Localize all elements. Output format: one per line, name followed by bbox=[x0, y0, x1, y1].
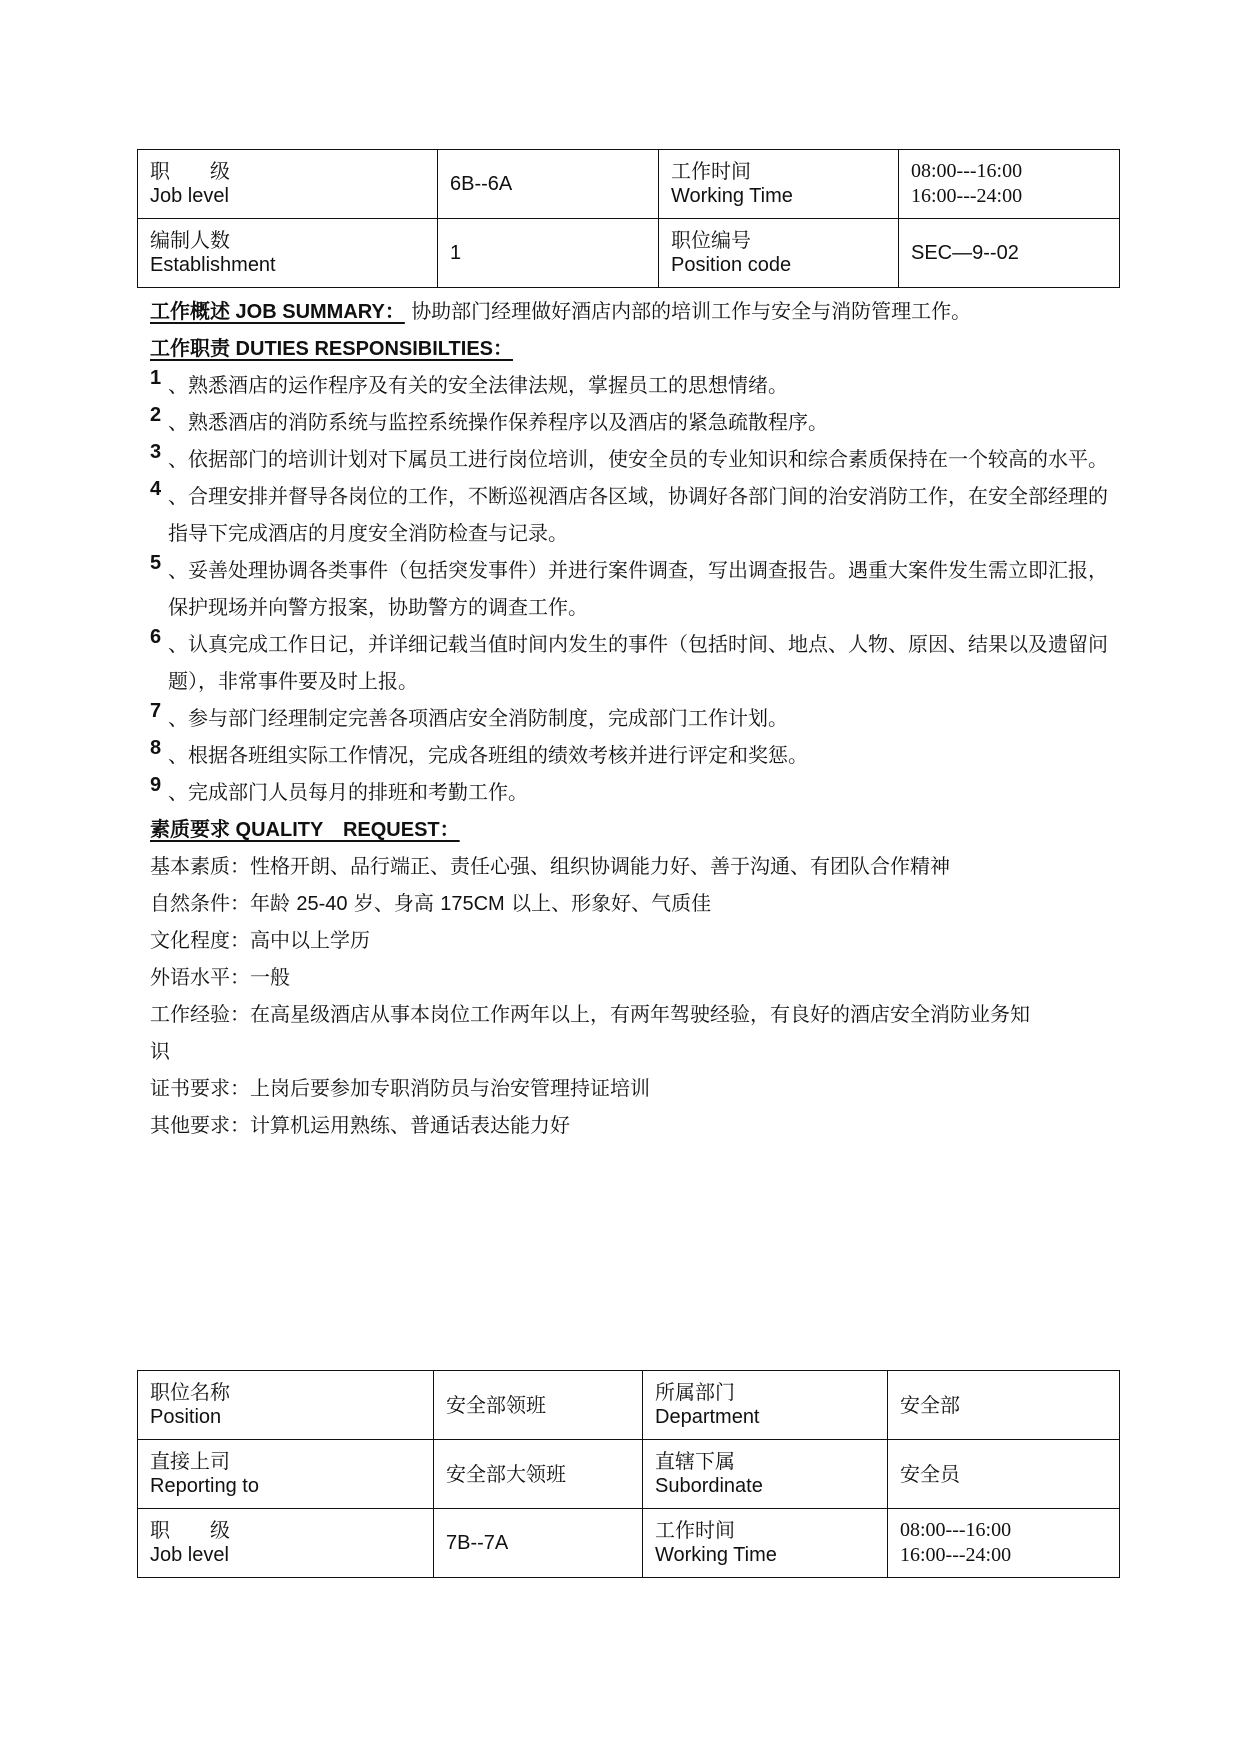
quality-certificate: 证书要求：上岗后要参加专职消防员与治安管理持证培训 bbox=[150, 1076, 650, 1100]
table-row bbox=[138, 219, 1120, 288]
duty-text: 、参与部门经理制定完善各项酒店安全消防制度，完成部门工作计划。 bbox=[168, 706, 788, 730]
position-label-en: Position bbox=[150, 1406, 222, 1428]
job-summary-heading: 工作概述 JOB SUMMARY： bbox=[150, 301, 405, 323]
department-value: 安全部 bbox=[888, 1371, 1120, 1440]
job-info-table-bottom bbox=[137, 1370, 1120, 1578]
establishment-value: 1 bbox=[438, 219, 659, 288]
job-level-value: 7B--7A bbox=[434, 1509, 643, 1578]
duty-number: 9 bbox=[150, 774, 162, 796]
job-level-label-zh: 职 级 bbox=[150, 1518, 230, 1542]
working-time-shift-2: 16:00---24:00 bbox=[911, 185, 1023, 207]
duty-number: 7 bbox=[150, 700, 162, 722]
position-code-value: SEC—9--02 bbox=[899, 219, 1120, 288]
duty-text: 、认真完成工作日记，并详细记载当值时间内发生的事件（包括时间、地点、人物、原因、结果以及遗留问题），非常事件要及时上报。 bbox=[168, 632, 1108, 693]
duty-text: 、熟悉酒店的消防系统与监控系统操作保养程序以及酒店的紧急疏散程序。 bbox=[168, 410, 828, 434]
reporting-to-value: 安全部大领班 bbox=[434, 1440, 643, 1509]
job-summary-text: 协助部门经理做好酒店内部的培训工作与安全与消防管理工作。 bbox=[411, 299, 972, 323]
establishment-label-cell bbox=[138, 219, 438, 288]
table-row bbox=[138, 1371, 1120, 1440]
working-time-shift-1: 08:00---16:00 bbox=[900, 1519, 1012, 1541]
list-item bbox=[150, 774, 1118, 811]
table-row bbox=[138, 1440, 1120, 1509]
reporting-to-label-en: Reporting to bbox=[150, 1475, 259, 1497]
subordinate-value: 安全员 bbox=[888, 1440, 1120, 1509]
list-item bbox=[150, 404, 1118, 441]
duty-number: 1 bbox=[150, 367, 162, 389]
quality-experience-line1: 工作经验：在高星级酒店从事本岗位工作两年以上，有两年驾驶经验，有良好的酒店安全消防业务知 bbox=[150, 1002, 1030, 1026]
department-label-cell bbox=[643, 1371, 888, 1440]
list-item bbox=[150, 478, 1118, 552]
list-item bbox=[150, 700, 1118, 737]
quality-other: 其他要求：计算机运用熟练、普通话表达能力好 bbox=[150, 1113, 570, 1137]
working-time-value-cell bbox=[888, 1509, 1120, 1578]
document-body bbox=[150, 293, 1118, 1144]
duty-text: 、依据部门的培训计划对下属员工进行岗位培训，使安全员的专业知识和综合素质保持在一个较高的水平。 bbox=[168, 447, 1108, 471]
table-row bbox=[138, 150, 1120, 219]
duty-number: 8 bbox=[150, 737, 162, 759]
quality-natural-prefix: 自然条件：年龄 bbox=[150, 891, 297, 915]
working-time-label-cell bbox=[643, 1509, 888, 1578]
quality-language: 外语水平：一般 bbox=[150, 965, 290, 989]
job-level-label-en: Job level bbox=[150, 1544, 229, 1566]
duties-heading: 工作职责 DUTIES RESPONSIBILTIES： bbox=[150, 338, 513, 360]
duty-text: 、根据各班组实际工作情况，完成各班组的绩效考核并进行评定和奖惩。 bbox=[168, 743, 808, 767]
working-time-label-cell bbox=[659, 150, 899, 219]
working-time-label-en: Working Time bbox=[671, 185, 793, 207]
working-time-label-zh: 工作时间 bbox=[671, 159, 751, 183]
duty-number: 5 bbox=[150, 552, 162, 574]
quality-natural-suffix: 以上、形象好、气质佳 bbox=[504, 891, 712, 915]
duty-text: 、完成部门人员每月的排班和考勤工作。 bbox=[168, 780, 528, 804]
duty-text: 、熟悉酒店的运作程序及有关的安全法律法规，掌握员工的思想情绪。 bbox=[168, 373, 788, 397]
list-item bbox=[150, 367, 1118, 404]
list-item bbox=[150, 626, 1118, 700]
working-time-shift-1: 08:00---16:00 bbox=[911, 160, 1023, 182]
establishment-label-en: Establishment bbox=[150, 254, 276, 276]
quality-natural-height: 175CM bbox=[440, 893, 505, 915]
list-item bbox=[150, 737, 1118, 774]
reporting-to-label-cell bbox=[138, 1440, 434, 1509]
quality-natural bbox=[150, 885, 1118, 922]
quality-education: 文化程度：高中以上学历 bbox=[150, 928, 370, 952]
position-label-zh: 职位名称 bbox=[150, 1380, 230, 1404]
working-time-label-en: Working Time bbox=[655, 1544, 777, 1566]
list-item bbox=[150, 552, 1118, 626]
duty-number: 4 bbox=[150, 478, 162, 500]
department-label-en: Department bbox=[655, 1406, 760, 1428]
job-info-table-top bbox=[137, 149, 1120, 288]
table-row bbox=[138, 1509, 1120, 1578]
quality-basic: 基本素质：性格开朗、品行端正、责任心强、组织协调能力好、善于沟通、有团队合作精神 bbox=[150, 854, 950, 878]
department-label-zh: 所属部门 bbox=[655, 1380, 735, 1404]
position-code-label-en: Position code bbox=[671, 254, 792, 276]
quality-experience-line2: 识 bbox=[150, 1039, 170, 1063]
subordinate-label-cell bbox=[643, 1440, 888, 1509]
job-summary bbox=[150, 293, 1118, 330]
job-level-value: 6B--6A bbox=[438, 150, 659, 219]
subordinate-label-en: Subordinate bbox=[655, 1475, 763, 1497]
duties-heading-line bbox=[150, 330, 1118, 367]
working-time-shift-2: 16:00---24:00 bbox=[900, 1544, 1012, 1566]
job-level-label-cell bbox=[138, 1509, 434, 1578]
quality-heading-line bbox=[150, 811, 1118, 848]
list-item bbox=[150, 441, 1118, 478]
job-level-label-cell bbox=[138, 150, 438, 219]
working-time-label-zh: 工作时间 bbox=[655, 1518, 735, 1542]
quality-natural-age: 25-40 bbox=[296, 893, 348, 915]
reporting-to-label-zh: 直接上司 bbox=[150, 1449, 230, 1473]
duty-text: 、妥善处理协调各类事件（包括突发事件）并进行案件调查，写出调查报告。遇重大案件发生需立即汇报，保护现场并向警方报案，协助警方的调查工作。 bbox=[168, 558, 1108, 619]
quality-natural-mid: 岁、身高 bbox=[347, 891, 441, 915]
duty-number: 2 bbox=[150, 404, 162, 426]
job-level-label-zh: 职 级 bbox=[150, 159, 230, 183]
position-code-label-cell bbox=[659, 219, 899, 288]
subordinate-label-zh: 直辖下属 bbox=[655, 1449, 735, 1473]
position-label-cell bbox=[138, 1371, 434, 1440]
quality-heading: 素质要求 QUALITY REQUEST： bbox=[150, 819, 460, 841]
position-value: 安全部领班 bbox=[434, 1371, 643, 1440]
position-code-label-zh: 职位编号 bbox=[671, 228, 751, 252]
working-time-value-cell bbox=[899, 150, 1120, 219]
duty-number: 6 bbox=[150, 626, 162, 648]
duty-number: 3 bbox=[150, 441, 162, 463]
establishment-label-zh: 编制人数 bbox=[150, 228, 230, 252]
job-level-label-en: Job level bbox=[150, 185, 229, 207]
duty-text: 、合理安排并督导各岗位的工作，不断巡视酒店各区域，协调好各部门间的治安消防工作，在安全部经理的指导下完成酒店的月度安全消防检查与记录。 bbox=[168, 484, 1108, 545]
